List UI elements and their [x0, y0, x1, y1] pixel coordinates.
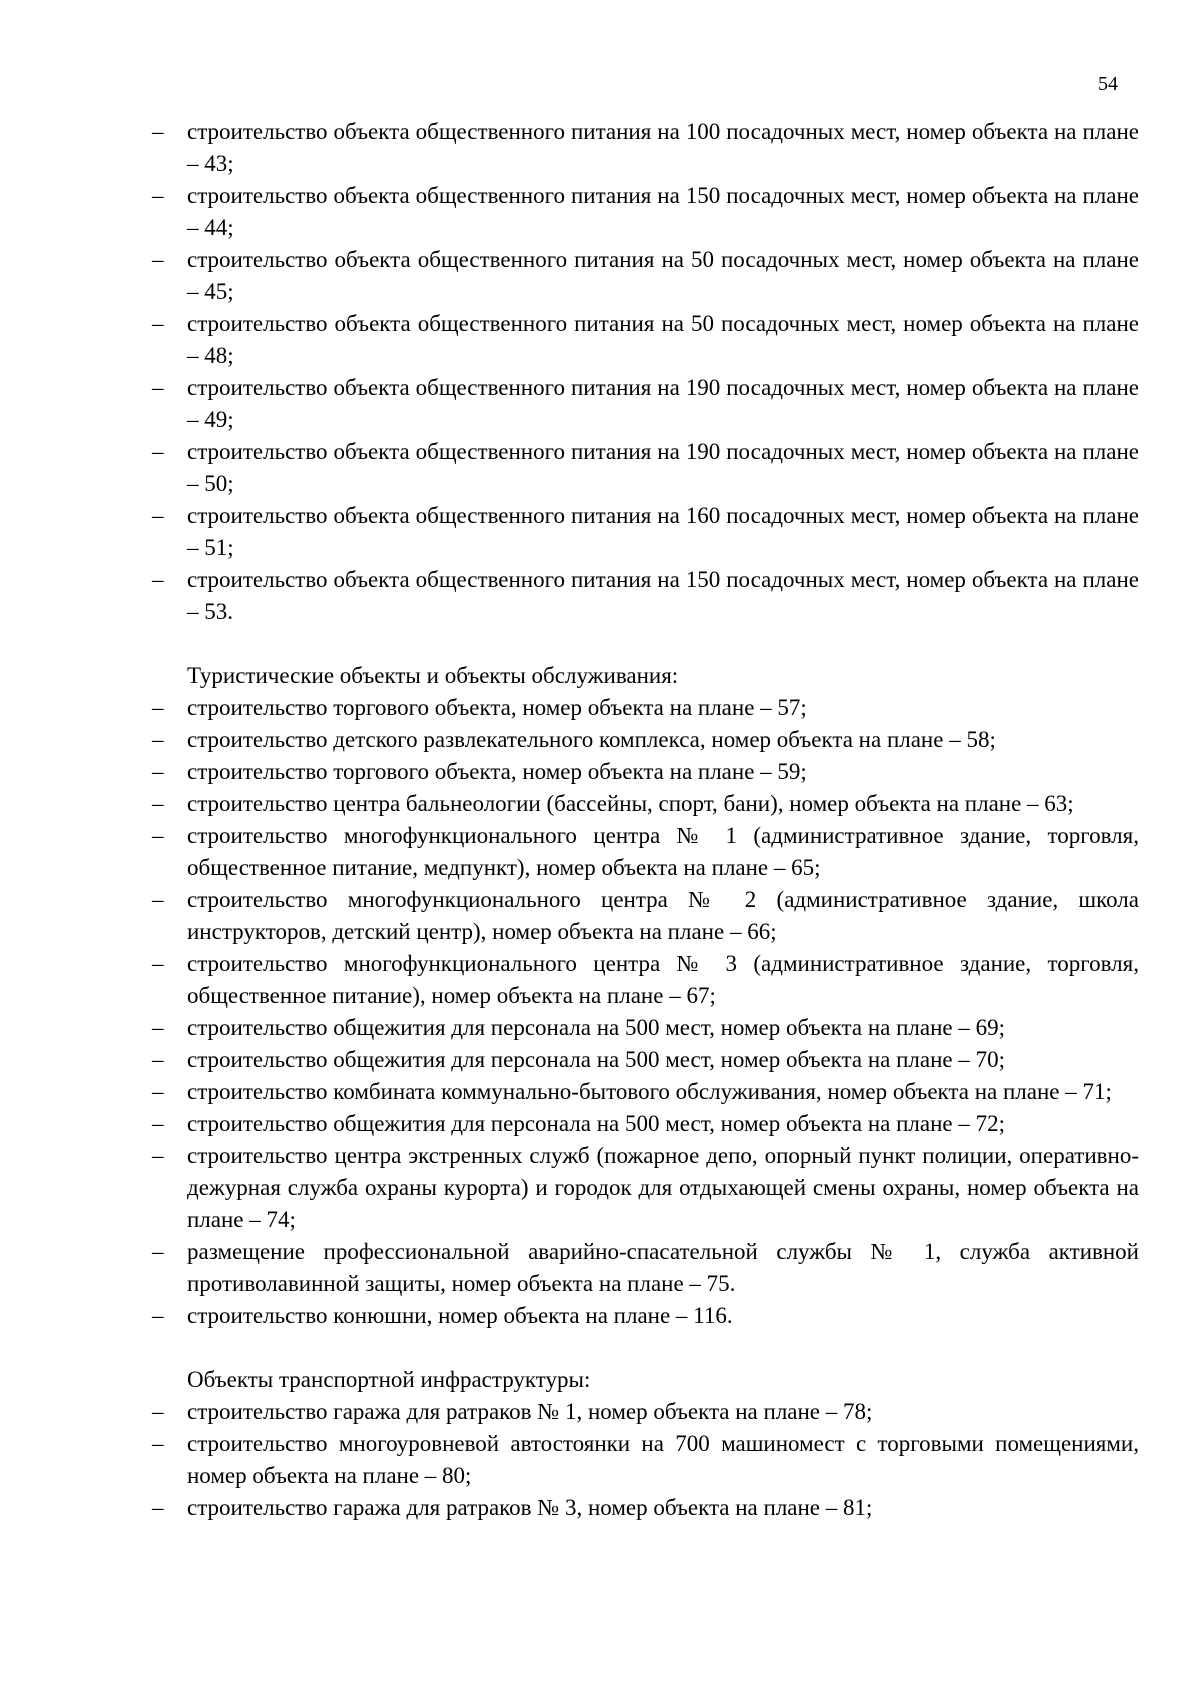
dash-bullet: –: [152, 1431, 164, 1456]
document-body: [152, 116, 1139, 1524]
dash-bullet: –: [152, 823, 164, 848]
list-item: [152, 1076, 1139, 1108]
list-item-text: строительство торгового объекта, номер объекта на плане – 57;: [187, 695, 807, 720]
list-item-text: строительство гаража для ратраков № 3, номер объекта на плане – 81;: [187, 1495, 873, 1520]
dash-bullet: –: [152, 439, 164, 464]
list-item: [152, 500, 1139, 564]
list-item: [152, 948, 1139, 1012]
list-item: [152, 180, 1139, 244]
list-item: [152, 436, 1139, 500]
dash-bullet: –: [152, 183, 164, 208]
list-item: [152, 692, 1139, 724]
tourist-objects-list: [152, 692, 1139, 1332]
list-item-text: строительство объекта общественного питания на 100 посадочных мест, номер объекта на плане – 43;: [187, 119, 1139, 176]
dash-bullet: –: [152, 1015, 164, 1040]
transport-objects-list: [152, 1396, 1139, 1524]
list-item: [152, 820, 1139, 884]
list-item-text: строительство объекта общественного питания на 160 посадочных мест, номер объекта на плане – 51;: [187, 503, 1139, 560]
dash-bullet: –: [152, 695, 164, 720]
dash-bullet: –: [152, 791, 164, 816]
dash-bullet: –: [152, 887, 164, 912]
list-item-text: строительство объекта общественного питания на 50 посадочных мест, номер объекта на плане – 45;: [187, 247, 1139, 304]
list-item: [152, 756, 1139, 788]
list-item: [152, 1044, 1139, 1076]
list-item-text: строительство многофункционального центра № 3 (административное здание, торговля, общественное питание), номер объекта на плане – 67;: [187, 951, 1139, 1008]
list-item-text: строительство общежития для персонала на 500 мест, номер объекта на плане – 69;: [187, 1015, 1006, 1040]
list-item-text: строительство центра бальнеологии (бассейны, спорт, бани), номер объекта на плане – 63;: [187, 791, 1074, 816]
list-item-text: строительство гаража для ратраков № 1, номер объекта на плане – 78;: [187, 1399, 873, 1424]
section-heading-transport: Объекты транспортной инфраструктуры:: [187, 1367, 591, 1392]
list-item-text: строительство многофункционального центра № 2 (административное здание, школа инструкторов, детский центр), номер объекта на плане – 66;: [187, 887, 1139, 944]
section-heading-tourist: Туристические объекты и объекты обслуживания:: [187, 663, 679, 688]
list-item: [152, 1428, 1139, 1492]
list-item-text: строительство объекта общественного питания на 190 посадочных мест, номер объекта на плане – 50;: [187, 439, 1139, 496]
list-item-text: строительство многофункционального центра № 1 (административное здание, торговля, общественное питание, медпункт), номер объекта на плане – 65;: [187, 823, 1139, 880]
dash-bullet: –: [152, 567, 164, 592]
dash-bullet: –: [152, 1303, 164, 1328]
dash-bullet: –: [152, 759, 164, 784]
list-item: [152, 1300, 1139, 1332]
dash-bullet: –: [152, 1495, 164, 1520]
list-item-text: строительство объекта общественного питания на 150 посадочных мест, номер объекта на плане – 44;: [187, 183, 1139, 240]
list-item: [152, 788, 1139, 820]
list-item-text: строительство объекта общественного питания на 50 посадочных мест, номер объекта на плане – 48;: [187, 311, 1139, 368]
page-number: 54: [1098, 73, 1118, 95]
list-item-text: размещение профессиональной аварийно-спасательной службы № 1, служба активной противолавинной защиты, номер объекта на плане – 75.: [187, 1239, 1139, 1296]
dash-bullet: –: [152, 951, 164, 976]
list-item: [152, 1012, 1139, 1044]
dash-bullet: –: [152, 1239, 164, 1264]
list-item: [152, 884, 1139, 948]
list-item: [152, 1492, 1139, 1524]
list-item-text: строительство детского развлекательного комплекса, номер объекта на плане – 58;: [187, 727, 996, 752]
dash-bullet: –: [152, 1047, 164, 1072]
dash-bullet: –: [152, 1399, 164, 1424]
list-item: [152, 724, 1139, 756]
list-item-text: строительство центра экстренных служб (пожарное депо, опорный пункт полиции, оперативно-дежурная служба охраны курорта) и городок для отдыхающей смены охраны, номер объекта на плане – 74;: [187, 1143, 1139, 1232]
dash-bullet: –: [152, 503, 164, 528]
list-item-text: строительство торгового объекта, номер объекта на плане – 59;: [187, 759, 807, 784]
list-item: [152, 1108, 1139, 1140]
dash-bullet: –: [152, 1079, 164, 1104]
list-item-text: строительство общежития для персонала на 500 мест, номер объекта на плане – 72;: [187, 1111, 1006, 1136]
list-item-text: строительство многоуровневой автостоянки на 700 машиномест с торговыми помещениями, номер объекта на плане – 80;: [187, 1431, 1139, 1488]
list-item: [152, 244, 1139, 308]
dash-bullet: –: [152, 119, 164, 144]
list-item: [152, 1140, 1139, 1236]
list-item: [152, 372, 1139, 436]
list-item: [152, 1236, 1139, 1300]
dash-bullet: –: [152, 727, 164, 752]
list-item: [152, 116, 1139, 180]
list-item: [152, 1396, 1139, 1428]
catering-list: [152, 116, 1139, 628]
list-item: [152, 308, 1139, 372]
list-item-text: строительство объекта общественного питания на 190 посадочных мест, номер объекта на плане – 49;: [187, 375, 1139, 432]
dash-bullet: –: [152, 311, 164, 336]
dash-bullet: –: [152, 375, 164, 400]
dash-bullet: –: [152, 247, 164, 272]
list-item-text: строительство комбината коммунально-бытового обслуживания, номер объекта на плане – 71;: [187, 1079, 1112, 1104]
list-item-text: строительство общежития для персонала на 500 мест, номер объекта на плане – 70;: [187, 1047, 1006, 1072]
list-item-text: строительство объекта общественного питания на 150 посадочных мест, номер объекта на плане – 53.: [187, 567, 1139, 624]
dash-bullet: –: [152, 1143, 164, 1168]
list-item: [152, 564, 1139, 628]
dash-bullet: –: [152, 1111, 164, 1136]
list-item-text: строительство конюшни, номер объекта на плане – 116.: [187, 1303, 733, 1328]
